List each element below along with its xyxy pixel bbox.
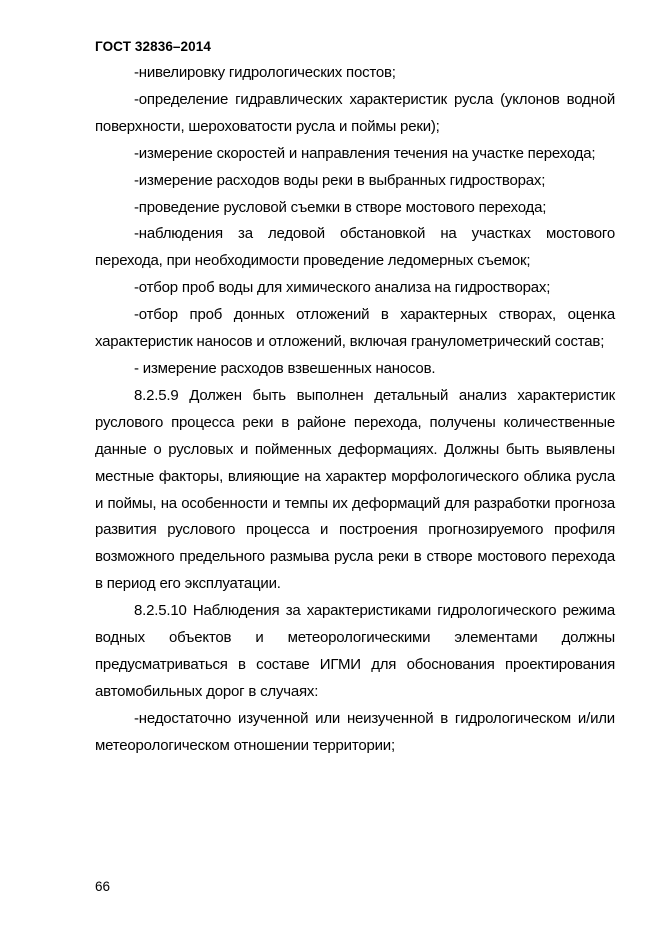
list-item-sediment-sampling: -отбор проб донных отложений в характерных створах, оценка характеристик наносов и отложений, включая гранулометрический состав; — [95, 306, 615, 351]
body-text — [95, 60, 615, 760]
list-item-water-sampling: -отбор проб воды для химического анализа на гидростворах; — [134, 279, 551, 297]
clause-8-2-5-9: 8.2.5.9 Должен быть выполнен детальный анализ характеристик руслового процесса реки в районе перехода, получены количественные данные о русловых и пойменных деформациях. Должны быть выявлены местные факторы, влияющие на характер морфологического облика русла и поймы, на особенности и темпы их деформаций для разработки прогноза развития руслового процесса и построения прогнозируемого профиля возможного предельного размыва русла реки в створе мостового перехода в период его эксплуатации. — [95, 386, 615, 593]
clause-8-2-5-10: 8.2.5.10 Наблюдения за характеристиками гидрологического режима водных объектов и метеорологическими элементами должны предусматриваться в составе ИГМИ для обоснования проектирования автомобильных дорог в случаях: — [95, 602, 615, 700]
list-item-hydraulic-characteristics: -определение гидравлических характеристик русла (уклонов водной поверхности, шероховатости русла и поймы реки); — [95, 90, 615, 135]
list-item-channel-survey: -проведение русловой съемки в створе мостового перехода; — [134, 198, 547, 216]
list-item-unstudied-territory: -недостаточно изученной или неизученной в гидрологическом и/или метеорологическом отношении территории; — [95, 709, 615, 754]
list-item-discharge-measurement: -измерение расходов воды реки в выбранных гидростворах; — [134, 171, 546, 189]
list-item-suspended-sediment: - измерение расходов взвешенных наносов. — [134, 359, 436, 377]
list-item-leveling: -нивелировку гидрологических постов; — [134, 64, 396, 81]
standard-header: ГОСТ 32836–2014 — [95, 39, 211, 54]
list-item-ice-observation: -наблюдения за ледовой обстановкой на участках мостового перехода, при необходимости проведение ледомерных съемок; — [95, 225, 615, 270]
list-item-flow-speed: -измерение скоростей и направления течения на участке перехода; — [134, 144, 596, 162]
page-number: 66 — [95, 879, 111, 894]
